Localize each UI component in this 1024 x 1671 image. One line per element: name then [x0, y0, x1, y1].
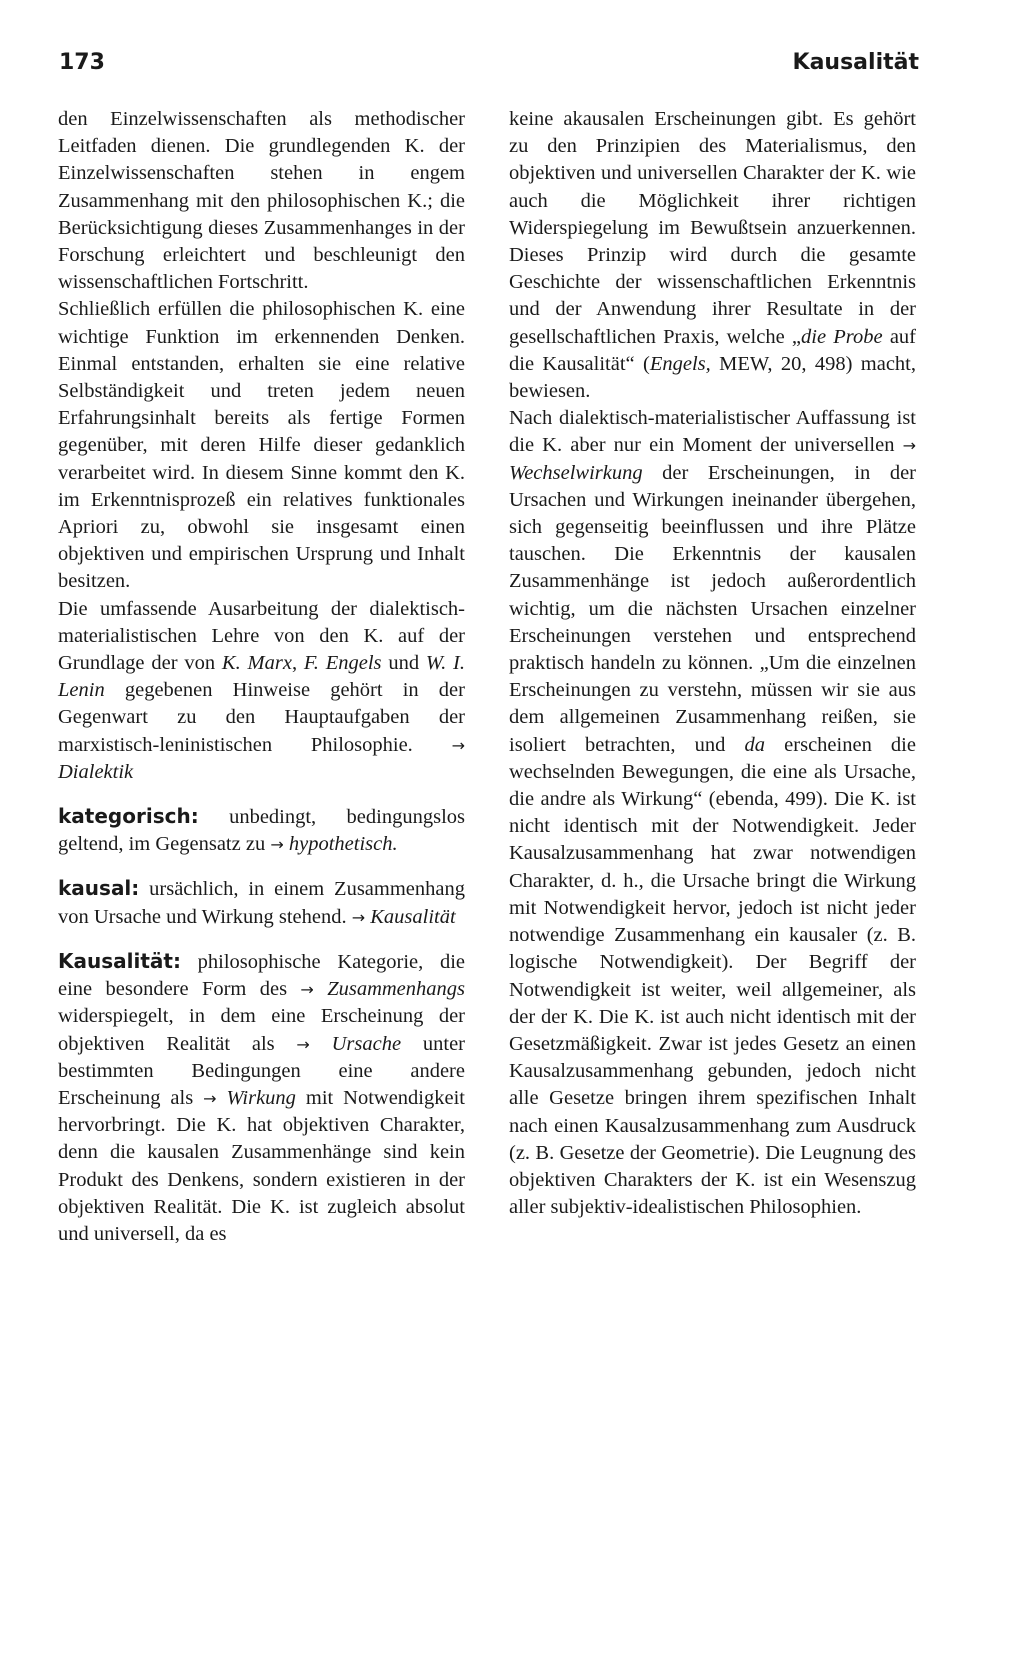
entry-kategorisch	[58, 803, 465, 858]
page-header	[59, 50, 919, 86]
entry-term: Kausalität:	[58, 948, 181, 973]
text: gegebenen Hinweise gehört in der Gegenwart zu den Hauptaufgaben der marxistisch-leninistischen Philosophie.	[58, 679, 465, 756]
entry-kausalitaet	[58, 948, 465, 1248]
page-number: 173	[59, 50, 105, 75]
text: auf die Kausalität“ (	[509, 325, 916, 375]
text: der Erscheinungen, in der Ursachen und Wirkungen ineinander übergehen, sich gegenseitig beeinflussen und ihre Plätze tauschen. Die Erkenntnis der kausalen Zusammenhänge ist jedoch außerordentlich wichtig, um die nächsten Ursachen einzelner Erscheinungen verstehen und entsprechend praktisch handeln zu können. „Um die einzelnen Erscheinungen zu verstehn, müssen wir sie aus dem allgemeinen Zusammenhang reißen, sie isoliert betrachten, und	[509, 461, 916, 756]
author-name: F. Engels	[303, 652, 382, 675]
entry-text: philosophische Kategorie, die eine besondere Form des	[58, 950, 465, 1001]
entry-text: ursächlich, in einem Zusammenhang von Ursache und Wirkung stehend.	[58, 878, 465, 928]
cross-reference-arrow-icon: →	[300, 980, 314, 1000]
text: erscheinen die wechselnden Bewegungen, die eine als Ursache, die andre als Wirkung“ (ebenda, 499). Die K. ist nicht identisch mit der Notwendigkeit. Jeder Kausalzusammenhang hat zwar notwendigen Charakter, d. h., die Ursache bringt die Wirkung mit Notwendigkeit hervor, jedoch ist nicht jeder notwendige Zusammenhang ein kausaler (z. B. logische Notwendigkeit). Der Begriff der Notwendigkeit ist weiter, weil allgemeiner, als der der K. Die K. ist auch nicht identisch mit der Gesetzmäßigkeit. Zwar ist jedes Gesetz an einen Kausalzusammenhang gebunden, jedoch nicht alle Gesetze bringen ihrem spezifischen Inhalt nach einen Kausalzusammenhang zum Ausdruck (z. B. Gesetze der Geometrie). Die Leugnung des objektiven Charakters der K. ist ein Wesenszug aller subjektiv-idealistischen Philosophien.	[509, 733, 916, 1219]
entry-text: mit Notwendigkeit hervorbringt. Die K. hat objektiven Charakter, denn die kausalen Zusammenhänge sind kein Produkt des Denkens, sondern existieren in der objektiven Realität. Die K. ist zugleich absolut und universell, da es	[58, 1086, 465, 1245]
entry-text: widerspiegelt, in dem eine Erscheinung der objektiven Realität als	[58, 1005, 465, 1055]
entry-term: kausal:	[58, 876, 140, 901]
left-paragraph-3	[58, 596, 465, 786]
text: und	[381, 652, 426, 675]
cross-reference-arrow-icon: →	[270, 835, 284, 855]
right-paragraph-1	[509, 106, 916, 405]
cross-reference-link[interactable]: Wirkung	[226, 1086, 296, 1109]
left-paragraph-2: Schließlich erfüllen die philosophischen K. eine wichtige Funktion im erkennenden Denken. Einmal entstanden, erhalten sie eine relative Selbständigkeit und treten jedem neuen Erfahrungsinhalt bereits als fertige Formen gegenüber, mit deren Hilfe dieser gedanklich verarbeitet wird. In diesem Sinne kommt den K. im Erkenntnisprozeß ein relatives funktionales Apriori zu, obwohl sie insgesamt einen objektiven und empirischen Ursprung und Inhalt besitzen.	[58, 298, 465, 593]
cross-reference-link[interactable]: Wechselwirkung	[509, 461, 643, 484]
cross-reference-arrow-icon: →	[296, 1034, 310, 1054]
quote-emphasis: die Probe	[801, 325, 883, 348]
cross-reference-link[interactable]: Zusammenhangs	[327, 978, 466, 1001]
text: MEW, 20, 498) macht, bewiesen.	[509, 352, 916, 403]
entry-term: kategorisch:	[58, 804, 199, 829]
quote-emphasis: da	[744, 733, 766, 756]
author-name: Engels,	[649, 352, 711, 375]
cross-reference-link[interactable]: Kausalität	[370, 905, 456, 928]
right-paragraph-2	[509, 405, 916, 1221]
entry-text: unbedingt, bedingungslos geltend, im Gegensatz zu	[58, 806, 465, 856]
cross-reference-link[interactable]: hypothetisch.	[288, 833, 398, 856]
author-name: W. I. Lenin	[58, 652, 466, 702]
running-head: Kausalität	[792, 50, 919, 75]
cross-reference-link[interactable]: Ursache	[331, 1032, 402, 1055]
text: Die umfassende Ausarbeitung der dialektisch-materialistischen Lehre von den K. auf der Grundlage der von	[58, 597, 465, 675]
left-column	[58, 106, 465, 1248]
entry-text: unter bestimmten Bedingungen eine andere Erscheinung als	[58, 1032, 466, 1109]
cross-reference-arrow-icon: →	[451, 735, 465, 755]
cross-reference-arrow-icon: →	[351, 907, 366, 927]
right-column	[509, 106, 916, 1221]
text: ,	[291, 652, 304, 675]
left-paragraph-1: den Einzelwissenschaften als methodischer Leitfaden dienen. Die grundlegenden K. der Einzelwissenschaften stehen in engem Zusammenhang mit den philosophischen K.; die Berücksichtigung dieses Zusammenhanges in der Forschung erleichtert und beschleunigt den wissenschaftlichen Fortschritt.	[58, 108, 465, 294]
text: Nach dialektisch-materialistischer Auffassung ist die K. aber nur ein Moment der universellen	[509, 407, 916, 457]
cross-reference-link[interactable]: Dialektik	[58, 760, 134, 783]
author-name: K. Marx	[221, 652, 292, 675]
cross-reference-arrow-icon: →	[203, 1088, 217, 1108]
cross-reference-arrow-icon: →	[902, 436, 916, 456]
text: keine akausalen Erscheinungen gibt. Es gehört zu den Prinzipien des Materialismus, den objektiven und universellen Charakter der K. wie auch die Möglichkeit ihrer richtigen Widerspiegelung im Bewußtsein anzuerkennen. Dieses Prinzip wird durch die gesamte Geschichte der wissenschaftlichen Erkenntnis und der Anwendung ihrer Resultate in der gesellschaftlichen Praxis, welche „	[509, 108, 916, 348]
entry-kausal	[58, 875, 465, 930]
